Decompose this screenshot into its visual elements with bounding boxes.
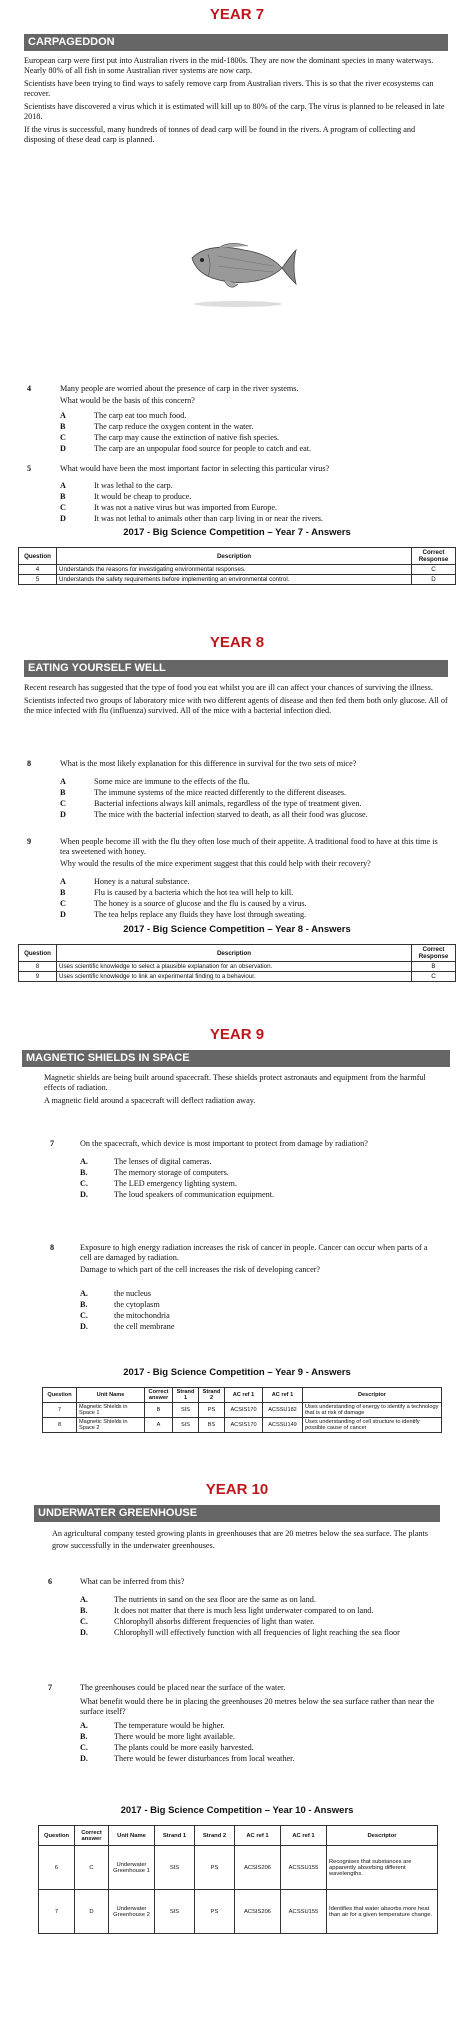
- answers-table: [38, 1825, 438, 1934]
- paragraph: Magnetic shields are being built around spacecraft. These shields protect astronauts and equipment from the harmful effects of radiation.: [44, 1073, 426, 1092]
- option-text: The carp eat too much food.: [94, 411, 187, 420]
- option[interactable]: [60, 491, 323, 502]
- column-header: Description: [57, 945, 412, 962]
- option-letter: A.: [80, 1289, 88, 1298]
- options: [80, 1156, 274, 1200]
- option-letter: A: [60, 411, 66, 420]
- option-text: the nucleus: [114, 1289, 152, 1298]
- option-text: The immune systems of the mice reacted differently to the different diseases.: [94, 788, 347, 797]
- question-text: [60, 759, 440, 769]
- answers-title: 2017 - Big Science Competition – Year 9 - Answers: [123, 1367, 351, 1378]
- question-line: Many people are worried about the presence of carp in the river systems.: [60, 384, 299, 393]
- option-text: It would be cheap to produce.: [94, 492, 192, 501]
- table-cell: C: [412, 565, 456, 575]
- options: [80, 1720, 295, 1764]
- answers-table: [18, 547, 456, 585]
- option-letter: B.: [80, 1732, 88, 1741]
- table-row: [19, 972, 456, 982]
- question-text: [80, 1243, 440, 1275]
- option-letter: D: [60, 910, 66, 919]
- option[interactable]: [80, 1189, 274, 1200]
- option-text: Flu is caused by a bacteria which the hot tea will help to kill.: [94, 888, 294, 897]
- question-line: Why would the results of the mice experiment suggest that this could help with their recovery?: [60, 859, 371, 868]
- column-header: Strand 1: [155, 1826, 195, 1846]
- option-letter: A: [60, 481, 66, 490]
- option-letter: D: [60, 810, 66, 819]
- option-text: The carp are an unpopular food source for people to catch and eat.: [94, 444, 312, 453]
- table-row: [39, 1846, 438, 1890]
- option-letter: D.: [80, 1190, 88, 1199]
- table-cell: ACSIS206: [235, 1890, 281, 1934]
- paragraph: A magnetic field around a spacecraft will deflect radiation away.: [44, 1096, 256, 1105]
- table-cell: 5: [19, 575, 57, 585]
- carp-illustration: [178, 232, 298, 308]
- section-title-eating-yourself-well: EATING YOURSELF WELL: [24, 660, 448, 677]
- table-cell: SIS: [173, 1403, 199, 1418]
- table-cell: ACSSU182: [263, 1403, 303, 1418]
- column-header: Question: [39, 1826, 75, 1846]
- question-text: [80, 1683, 440, 1717]
- table-cell: Uses scientific knowledge to link an experimental finding to a behaviour.: [57, 972, 412, 982]
- options: [60, 876, 307, 920]
- table-cell: ACSSU155: [281, 1890, 327, 1934]
- question-text: [60, 837, 440, 869]
- option[interactable]: [60, 909, 307, 920]
- question-line: What is the most likely explanation for this difference in survival for the two sets of mice?: [60, 759, 357, 768]
- table-cell: D: [412, 575, 456, 585]
- answers-title: 2017 - Big Science Competition – Year 7 - Answers: [123, 527, 351, 538]
- answers-table: [18, 944, 456, 982]
- option-letter: B.: [80, 1300, 88, 1309]
- option-text: The LED emergency lighting system.: [114, 1179, 237, 1188]
- answers-title: 2017 - Big Science Competition – Year 10 - Answers: [120, 1805, 354, 1816]
- option-letter: B: [60, 888, 66, 897]
- options: [80, 1288, 174, 1332]
- option[interactable]: [80, 1627, 400, 1638]
- table-cell: 8: [19, 962, 57, 972]
- column-header: AC ref 1: [281, 1826, 327, 1846]
- section-title-carpageddon: CARPAGEDDON: [24, 34, 448, 51]
- paragraph: Recent research has suggested that the type of food you eat whilst you are ill can affect your chances of surviving the illness.: [24, 683, 433, 692]
- option-text: It was not a native virus but was imported from Europe.: [94, 503, 278, 512]
- option[interactable]: [80, 1178, 274, 1189]
- column-header: Correct Response: [412, 945, 456, 962]
- option-letter: D.: [80, 1754, 88, 1763]
- option-text: The carp may cause the extinction of native fish species.: [94, 433, 280, 442]
- intro-text: [44, 1073, 434, 1109]
- paragraph: European carp were first put into Australian rivers in the mid-1800s. They are now the dominant species in many waterways. Nearly 80% of all fish in some Australian river systems are now carp.: [24, 56, 434, 75]
- question-line: The greenhouses could be placed near the surface of the water.: [80, 1683, 286, 1692]
- table-cell: Uses understanding of energy to identify a technology that is at risk of damage: [303, 1403, 442, 1418]
- option[interactable]: [60, 513, 323, 524]
- question-text: [60, 464, 440, 474]
- column-header: AC ref 1: [225, 1388, 263, 1403]
- question-line: On the spacecraft, which device is most important to protect from damage by radiation?: [80, 1139, 368, 1148]
- option[interactable]: [60, 798, 368, 809]
- option-letter: A.: [80, 1157, 88, 1166]
- option-text: It was not lethal to animals other than carp living in or near the rivers.: [94, 514, 323, 523]
- table-cell: B: [145, 1403, 173, 1418]
- option-letter: C: [60, 433, 66, 442]
- option[interactable]: [60, 887, 307, 898]
- table-cell: C: [412, 972, 456, 982]
- question-text: [80, 1577, 460, 1587]
- option-text: Chlorophyll absorbs different frequencies of light than water.: [114, 1617, 315, 1626]
- option[interactable]: [80, 1616, 400, 1627]
- option[interactable]: [60, 443, 311, 454]
- table-cell: 4: [19, 565, 57, 575]
- option-text: Chlorophyll will effectively function with all frequencies of light reaching the sea floor: [114, 1628, 400, 1637]
- column-header: Descriptor: [303, 1388, 442, 1403]
- year-7-heading: YEAR 7: [209, 6, 265, 23]
- table-row: [19, 575, 456, 585]
- table-cell: ACSIS206: [235, 1846, 281, 1890]
- option[interactable]: [80, 1605, 400, 1616]
- question-number: 7: [48, 1683, 53, 1692]
- option[interactable]: [60, 776, 368, 787]
- option[interactable]: [80, 1731, 295, 1742]
- year-9-heading: YEAR 9: [209, 1026, 265, 1043]
- option[interactable]: [80, 1753, 295, 1764]
- answers-table: [42, 1387, 442, 1433]
- intro-text: [52, 1528, 442, 1555]
- column-header: Correct answer: [75, 1826, 109, 1846]
- question-line: Damage to which part of the cell increases the risk of developing cancer?: [80, 1265, 321, 1274]
- option[interactable]: [60, 421, 311, 432]
- option-text: The temperature would be higher.: [114, 1721, 225, 1730]
- option-text: It does not matter that there is much less light underwater compared to on land.: [114, 1606, 374, 1615]
- question-line: When people become ill with the flu they often lose much of their appetite. A traditional food to have at this time is tea sweetened with honey.: [60, 837, 438, 856]
- option[interactable]: [60, 480, 323, 491]
- column-header: Descriptor: [327, 1826, 438, 1846]
- intro-text: [24, 56, 448, 148]
- option[interactable]: [60, 432, 311, 443]
- option-text: the cytoplasm: [114, 1300, 160, 1309]
- question-number: 8: [50, 1243, 55, 1252]
- table-cell: 9: [19, 972, 57, 982]
- options: [60, 480, 323, 524]
- option-text: It was lethal to the carp.: [94, 481, 173, 490]
- table-cell: D: [75, 1890, 109, 1934]
- option-letter: C: [60, 503, 66, 512]
- option-letter: C.: [80, 1311, 88, 1320]
- option[interactable]: [60, 787, 368, 798]
- question-line: What would be the basis of this concern?: [60, 396, 195, 405]
- table-cell: Understands the reasons for investigating environmental responses.: [57, 565, 412, 575]
- column-header: Unit Name: [109, 1826, 155, 1846]
- paragraph: An agricultural company tested growing plants in greenhouses that are 20 metres below the sea surface. The plants grow successfully in the underwater greenhouses.: [52, 1529, 428, 1550]
- column-header: Question: [43, 1388, 77, 1403]
- column-header: Correct Response: [412, 548, 456, 565]
- option-letter: C.: [80, 1617, 88, 1626]
- option-letter: B: [60, 422, 66, 431]
- option-text: The plants could be more easily harvested.: [114, 1743, 254, 1752]
- options: [80, 1594, 400, 1638]
- table-cell: ACSIS170: [225, 1403, 263, 1418]
- option-text: The tea helps replace any fluids they have lost through sweating.: [94, 910, 307, 919]
- year-8-heading: YEAR 8: [209, 634, 265, 651]
- paragraph: If the virus is successful, many hundreds of tonnes of dead carp will be found in the rivers. A program of collecting and disposing of these dead carp is planned.: [24, 125, 416, 144]
- option[interactable]: [60, 502, 323, 513]
- question-line: What can be inferred from this?: [80, 1577, 185, 1586]
- table-cell: SIS: [155, 1846, 195, 1890]
- paragraph: Scientists infected two groups of laboratory mice with two different agents of disease and then fed them both only glucose. All of the mice infected with flu (influenza) survived. All of the mice with a bacterial infection died.: [24, 696, 448, 715]
- table-cell: PS: [199, 1403, 225, 1418]
- table-cell: Recognises that substances are apparently absorbing different wavelengths.: [327, 1846, 438, 1890]
- options: [60, 776, 368, 820]
- column-header: Question: [19, 548, 57, 565]
- table-cell: ACSSU155: [281, 1846, 327, 1890]
- question-text: [60, 384, 440, 406]
- table-cell: BS: [199, 1418, 225, 1433]
- column-header: Strand 2: [199, 1388, 225, 1403]
- table-cell: PS: [195, 1846, 235, 1890]
- option-text: Honey is a natural substance.: [94, 877, 190, 886]
- option-letter: B.: [80, 1168, 88, 1177]
- option[interactable]: [80, 1288, 174, 1299]
- table-cell: Underwater Greenhouse 1: [109, 1846, 155, 1890]
- paragraph: Scientists have been trying to find ways to safely remove carp from Australian rivers. This is so that the river ecosystems can recover.: [24, 79, 434, 98]
- option-letter: B: [60, 788, 66, 797]
- question-text: [80, 1139, 460, 1149]
- section-title-magnetic-shields: MAGNETIC SHIELDS IN SPACE: [22, 1050, 450, 1067]
- option[interactable]: [80, 1594, 400, 1605]
- option-letter: D.: [80, 1628, 88, 1637]
- option[interactable]: [80, 1310, 174, 1321]
- option-letter: C: [60, 799, 66, 808]
- question-number: 7: [50, 1139, 55, 1148]
- option-text: The honey is a source of glucose and the flu is caused by a virus.: [94, 899, 307, 908]
- question-number: 4: [27, 384, 32, 393]
- question-line: Exposure to high energy radiation increases the risk of cancer in people. Cancer can occur when parts of a cell are damaged by radiation.: [80, 1243, 428, 1262]
- option-text: The mice with the bacterial infection starved to death, as all their food was glucose.: [94, 810, 368, 819]
- table-cell: Uses understanding of cell structure to identify possible cause of cancer: [303, 1418, 442, 1433]
- table-cell: Magnetic Shields in Space 1: [77, 1403, 145, 1418]
- column-header: Unit Name: [77, 1388, 145, 1403]
- table-cell: SIS: [173, 1418, 199, 1433]
- table-cell: B: [412, 962, 456, 972]
- question-line: What would have been the most important factor in selecting this particular virus?: [60, 464, 330, 473]
- option[interactable]: [60, 809, 368, 820]
- table-cell: Understands the safety requirements before implementing an environmental control.: [57, 575, 412, 585]
- column-header: AC ref 1: [263, 1388, 303, 1403]
- option[interactable]: [80, 1742, 295, 1753]
- table-row: [43, 1418, 442, 1433]
- question-number: 6: [48, 1577, 53, 1586]
- option-text: The memory storage of computers.: [114, 1168, 229, 1177]
- answers-title: 2017 - Big Science Competition – Year 8 - Answers: [123, 924, 351, 935]
- table-row: [43, 1403, 442, 1418]
- option-text: There would be fewer disturbances from local weather.: [114, 1754, 295, 1763]
- table-cell: ACSSU149: [263, 1418, 303, 1433]
- table-cell: Underwater Greenhouse 2: [109, 1890, 155, 1934]
- option-text: the cell membrane: [114, 1322, 175, 1331]
- year-10-heading: YEAR 10: [205, 1481, 269, 1498]
- section-title-underwater-greenhouse: UNDERWATER GREENHOUSE: [34, 1505, 440, 1522]
- table-cell: Uses scientific knowledge to select a plausible explanation for an observation.: [57, 962, 412, 972]
- option-letter: C.: [80, 1179, 88, 1188]
- column-header: Strand 1: [173, 1388, 199, 1403]
- option-letter: D.: [80, 1322, 88, 1331]
- column-header: AC ref 1: [235, 1826, 281, 1846]
- table-cell: 8: [43, 1418, 77, 1433]
- table-cell: C: [75, 1846, 109, 1890]
- option-text: Bacterial infections always kill animals, regardless of the type of treatment given.: [94, 799, 362, 808]
- table-cell: 7: [43, 1403, 77, 1418]
- option-letter: B.: [80, 1606, 88, 1615]
- option[interactable]: [80, 1156, 274, 1167]
- intro-text: [24, 683, 448, 719]
- column-header: Correct answer: [145, 1388, 173, 1403]
- table-cell: ACSIS170: [225, 1418, 263, 1433]
- option-text: The loud speakers of communication equipment.: [114, 1190, 275, 1199]
- table-row: [19, 565, 456, 575]
- paragraph: Scientists have discovered a virus which it is estimated will kill up to 80% of the carp. The virus is planned to be released in late 2018.: [24, 102, 445, 121]
- option-letter: C.: [80, 1743, 88, 1752]
- table-cell: A: [145, 1418, 173, 1433]
- option-text: Some mice are immune to the effects of the flu.: [94, 777, 250, 786]
- table-row: [19, 962, 456, 972]
- option-text: The nutrients in sand on the sea floor are the same as on land.: [114, 1595, 316, 1604]
- column-header: Question: [19, 945, 57, 962]
- table-cell: SIS: [155, 1890, 195, 1934]
- option-letter: D: [60, 444, 66, 453]
- column-header: Description: [57, 548, 412, 565]
- option[interactable]: [60, 410, 311, 421]
- table-cell: Magnetic Shields in Space 2: [77, 1418, 145, 1433]
- option[interactable]: [60, 876, 307, 887]
- option-letter: C: [60, 899, 66, 908]
- column-header: Strand 2: [195, 1826, 235, 1846]
- option[interactable]: [80, 1321, 174, 1332]
- option-letter: B: [60, 492, 66, 501]
- option[interactable]: [80, 1299, 174, 1310]
- question-number: 9: [27, 837, 32, 846]
- option[interactable]: [80, 1720, 295, 1731]
- table-row: [39, 1890, 438, 1934]
- option-letter: A.: [80, 1595, 88, 1604]
- options: [60, 410, 311, 454]
- option-text: There would be more light available.: [114, 1732, 235, 1741]
- question-number: 8: [27, 759, 32, 768]
- option-text: The carp reduce the oxygen content in the water.: [94, 422, 254, 431]
- question-number: 5: [27, 464, 32, 473]
- option-text: The lenses of digital cameras.: [114, 1157, 212, 1166]
- option[interactable]: [60, 898, 307, 909]
- question-line: What benefit would there be in placing the greenhouses 20 metres below the sea surface rather than near the surface itself?: [80, 1697, 435, 1716]
- table-cell: 7: [39, 1890, 75, 1934]
- option[interactable]: [80, 1167, 274, 1178]
- table-cell: Identifies that water absorbs more heat than air for a given temperature change.: [327, 1890, 438, 1934]
- option-text: the mitochondria: [114, 1311, 170, 1320]
- table-cell: PS: [195, 1890, 235, 1934]
- table-cell: 6: [39, 1846, 75, 1890]
- option-letter: A: [60, 777, 66, 786]
- option-letter: A: [60, 877, 66, 886]
- option-letter: A.: [80, 1721, 88, 1730]
- option-letter: D: [60, 514, 66, 523]
